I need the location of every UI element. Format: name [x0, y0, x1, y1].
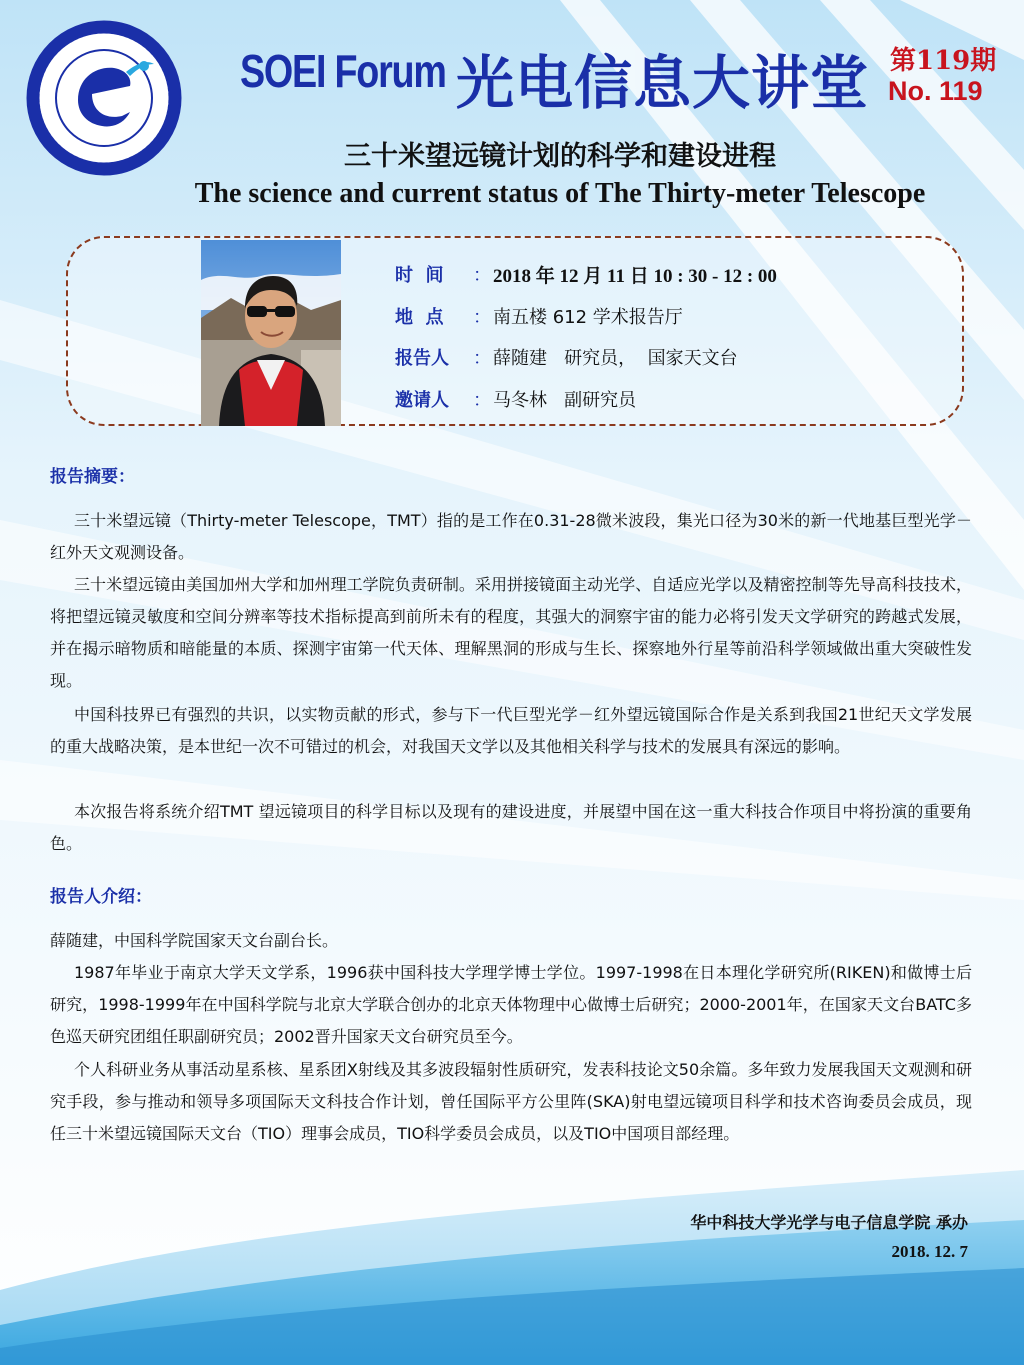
abstract-paragraph-2: 三十米望远镜由美国加州大学和加州理工学院负责研制。采用拼接镜面主动光学、自适应光学以及精密控制等先导高科技技术，将把望远镜灵敏度和空间分辨率等技术指标提高到前所未有的程度，其强大的洞察宇宙的能力必将引发天文学研究的跨越式发展，并在揭示暗物质和暗能量的本质、探测宇宙第一代天体、理解黑洞的形成与生长、探察地外行星等前沿科学领域做出重大突破性发现。 — [50, 575, 972, 690]
location-label: 地 点 — [395, 307, 444, 328]
speaker-photo — [201, 240, 341, 426]
issue-number-cn: 第119期 — [890, 46, 997, 76]
info-row-location — [395, 301, 683, 331]
organizer-line: 华中科技大学光学与电子信息学院 承办 — [690, 1213, 968, 1232]
info-row-time — [395, 259, 777, 289]
forum-english-name: SOEI Forum — [240, 45, 446, 97]
speaker-label: 报告人 — [395, 348, 449, 369]
speaker-value: 薛随建 研究员， 国家天文台 — [493, 348, 738, 369]
publish-date: 2018. 12. 7 — [891, 1242, 968, 1261]
host-colon: ： — [473, 390, 491, 411]
bio-paragraph-1: 1987年毕业于南京大学天文学系，1996获中国科技大学理学博士学位。1997-1998在日本理化学研究所(RIKEN)和做博士后研究，1998-1999年在中国科学院与北京大学联合创办的北京天体物理中心做博士后研究；2000-2001年，在国家天文台BATC多色巡天研究团组任职副研究员；2002晋升国家天文台研究员至今。 — [50, 963, 972, 1046]
abstract-paragraph-3: 中国科技界已有强烈的共识，以实物贡献的形式，参与下一代巨型光学－红外望远镜国际合作是关系到我国21世纪天文学发展的重大战略决策，是本世纪一次不可错过的机会，对我国天文学以及其他相关科学与技术的发展具有深远的影响。 — [50, 705, 972, 756]
abstract-paragraph-1: 三十米望远镜（Thirty-meter Telescope，TMT）指的是工作在0.31-28微米波段，集光口径为30米的新一代地基巨型光学－红外天文观测设备。 — [50, 511, 972, 562]
bio-intro: 薛随建，中国科学院国家天文台副台长。 — [50, 931, 339, 950]
bio-paragraph-2: 个人科研业务从事活动星系核、星系团X射线及其多波段辐射性质研究，发表科技论文50余篇。多年致力发展我国天文观测和研究手段，参与推动和领导多项国际天文科技合作计划，曾任国际平方公里阵(SKA)射电望远镜项目科学和技术咨询委员会成员，现任三十米望远镜国际天文台（TIO）理事会成员，TIO科学委员会成员，以及TIO中国项目部经理。 — [50, 1060, 972, 1143]
forum-chinese-name: 光电信息大讲堂 — [456, 49, 870, 117]
location-colon: ： — [473, 307, 491, 328]
speaker-colon: ： — [473, 348, 491, 369]
time-colon: ： — [473, 265, 491, 286]
talk-title-en: The science and current status of The Thirty-meter Telescope — [194, 178, 926, 209]
host-value: 马冬林 副研究员 — [493, 390, 637, 411]
issue-number-en: No. 119 — [888, 76, 983, 106]
host-label: 邀请人 — [395, 390, 449, 411]
info-row-host — [395, 384, 636, 414]
time-label: 时 间 — [395, 265, 444, 286]
info-row-speaker — [395, 342, 738, 372]
abstract-paragraph-4: 本次报告将系统介绍TMT 望远镜项目的科学目标以及现有的建设进度，并展望中国在这一重大科技合作项目中将扮演的重要角色。 — [50, 802, 972, 853]
talk-title-cn: 三十米望远镜计划的科学和建设进程 — [344, 141, 776, 172]
bio-heading: 报告人介绍： — [50, 887, 152, 907]
location-value: 南五楼 612 学术报告厅 — [493, 307, 683, 328]
time-value: 2018 年 12 月 11 日 10 : 30 - 12 : 00 — [493, 265, 777, 287]
abstract-heading: 报告摘要： — [50, 467, 135, 487]
